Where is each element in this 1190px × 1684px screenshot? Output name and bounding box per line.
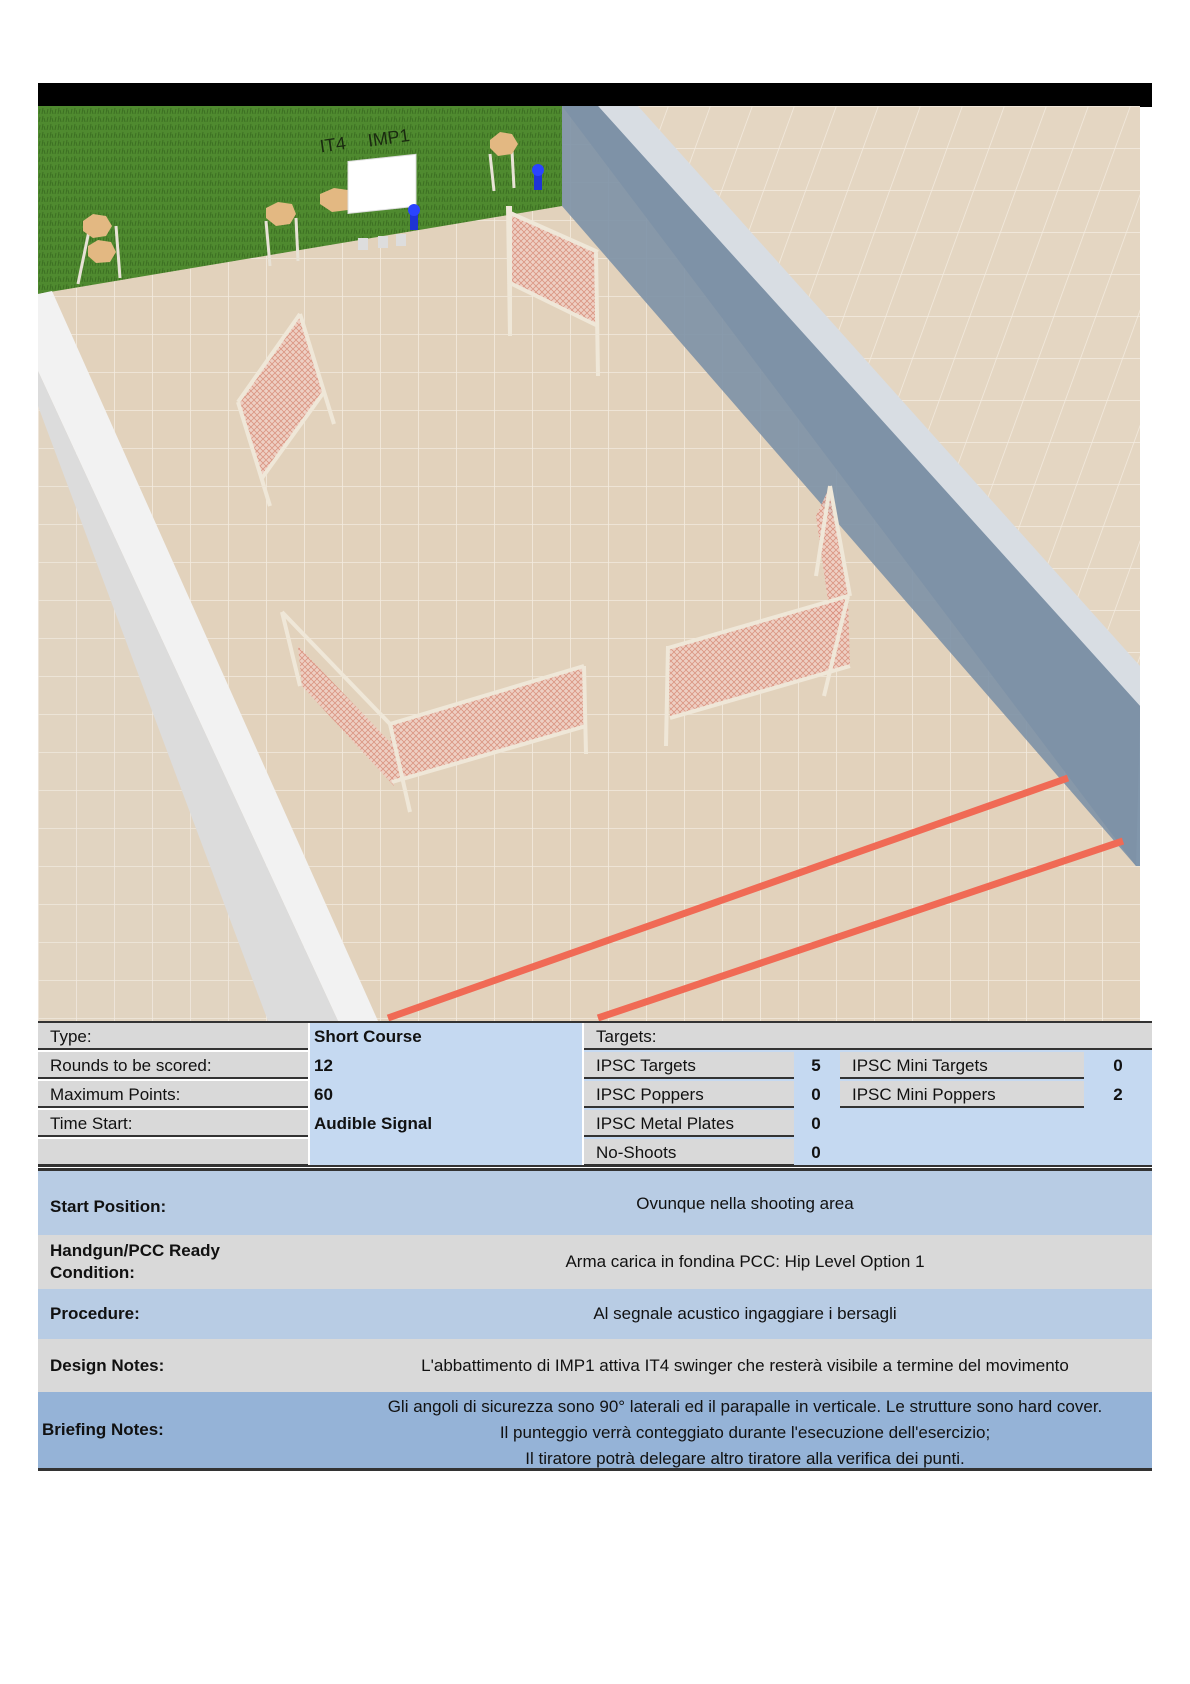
max-points-label: Maximum Points:	[38, 1081, 308, 1108]
ready-condition-label	[50, 1240, 220, 1284]
design-notes-row	[38, 1339, 1152, 1392]
type-label: Type:	[38, 1023, 308, 1050]
ready-condition-row	[38, 1235, 1152, 1289]
procedure-row	[38, 1289, 1152, 1339]
scene-label-it4: IT4	[318, 133, 348, 157]
stage-notes	[38, 1168, 1152, 1471]
design-notes-label: Design Notes:	[50, 1356, 165, 1375]
briefing-notes-label: Briefing Notes:	[42, 1420, 164, 1439]
mini-poppers-label: IPSC Mini Poppers	[840, 1081, 1084, 1108]
target-noshoots-label: No-Shoots	[584, 1139, 794, 1166]
procedure-value: Al segnale acustico ingaggiare i bersagli	[593, 1304, 897, 1323]
stage-info-table	[38, 1021, 1152, 1167]
target-poppers-count: 0	[811, 1085, 821, 1104]
time-start-label: Time Start:	[38, 1110, 308, 1137]
targets-label: Targets:	[584, 1023, 1152, 1050]
time-start-value: Audible Signal	[314, 1114, 433, 1133]
mini-poppers-count: 2	[1113, 1085, 1123, 1104]
target-noshoots-count: 0	[811, 1143, 821, 1162]
max-points-value: 60	[314, 1085, 333, 1104]
start-position-label: Start Position:	[50, 1197, 167, 1216]
ready-label-line-2: Condition:	[50, 1263, 135, 1282]
ready-label-line-1: Handgun/PCC Ready	[50, 1241, 221, 1260]
target-plates-count: 0	[811, 1114, 821, 1133]
briefing-line-1: Gli angoli di sicurezza sono 90° laterali ed il parapalle in verticale. Le strutture sono hard cover.	[387, 1397, 1103, 1416]
type-value: Short Course	[314, 1027, 422, 1046]
mini-targets-label: IPSC Mini Targets	[840, 1052, 1084, 1079]
briefing-notes-value	[338, 1394, 1152, 1472]
briefing-notes-row	[38, 1392, 1152, 1468]
rounds-value: 12	[314, 1056, 333, 1075]
start-position-value: Ovunque nella shooting area	[636, 1194, 854, 1213]
briefing-line-3: Il tiratore potrà delegare altro tiratore alla verifica dei punti.	[525, 1449, 965, 1468]
empty-label	[38, 1139, 308, 1166]
briefing-line-2: Il punteggio verrà conteggiato durante l'esecuzione dell'esercizio;	[499, 1423, 991, 1442]
scene-label-imp1: IMP1	[366, 125, 411, 151]
procedure-label: Procedure:	[50, 1304, 140, 1323]
stage-header-bar	[38, 83, 1152, 107]
mini-targets-count: 0	[1113, 1056, 1123, 1075]
target-poppers-label: IPSC Poppers	[584, 1081, 794, 1108]
start-position-row	[38, 1171, 1152, 1235]
ready-condition-value: Arma carica in fondina PCC: Hip Level Option 1	[565, 1252, 925, 1271]
stage-diagram	[38, 106, 1140, 1021]
rounds-label: Rounds to be scored:	[38, 1052, 308, 1079]
target-ipsc-count: 5	[811, 1056, 821, 1075]
target-plates-label: IPSC Metal Plates	[584, 1110, 794, 1137]
target-ipsc-label: IPSC Targets	[584, 1052, 794, 1079]
stage-3d-render	[38, 106, 1140, 1021]
design-notes-value: L'abbattimento di IMP1 attiva IT4 swinger che resterà visibile a termine del movimento	[421, 1356, 1069, 1375]
